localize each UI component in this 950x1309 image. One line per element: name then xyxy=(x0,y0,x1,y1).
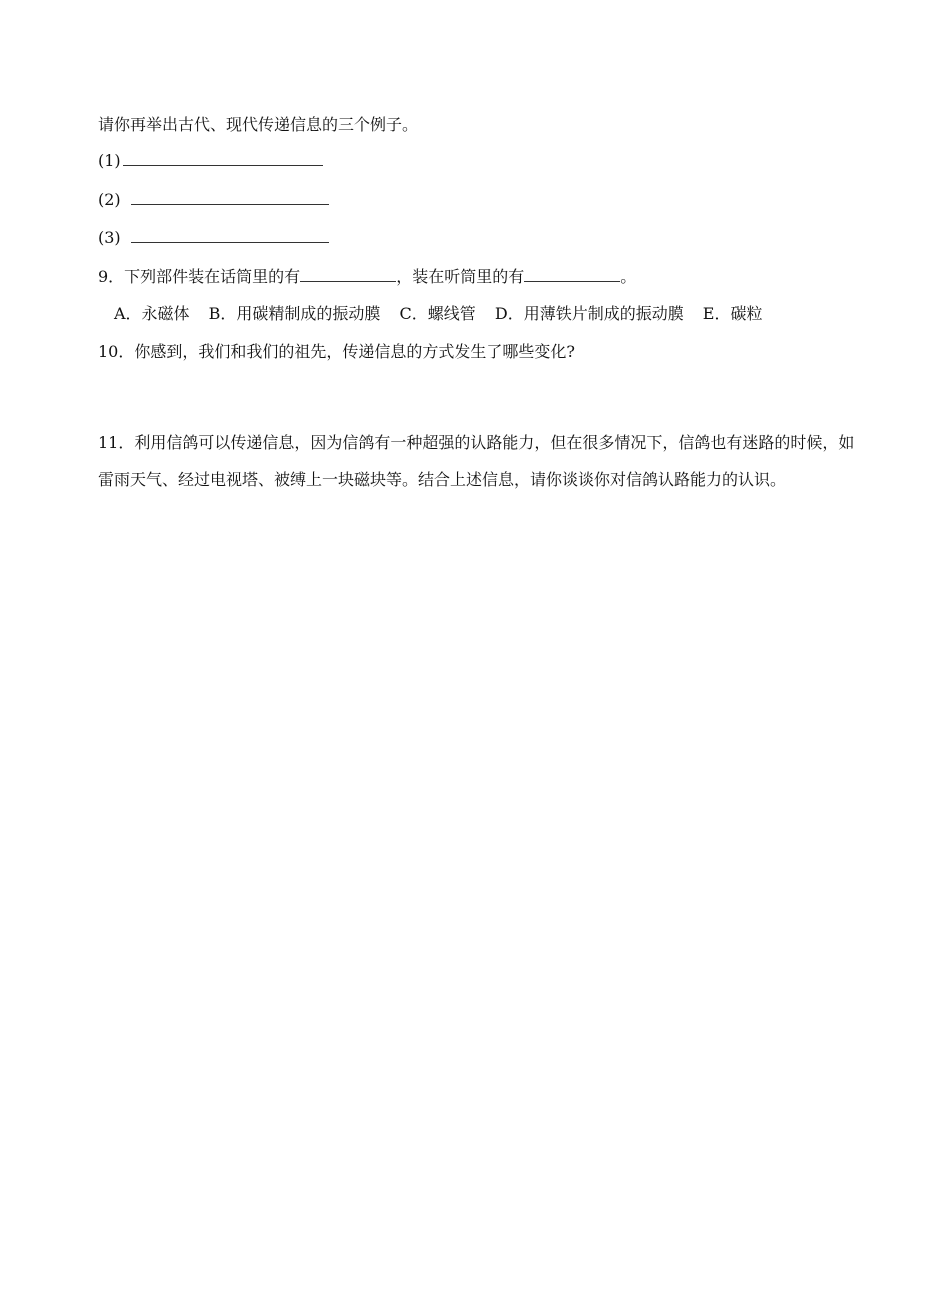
q9-text-1: 9．下列部件装在话筒里的有 xyxy=(98,267,301,286)
option-a: A．永磁体 xyxy=(114,304,190,323)
item-label: (3) xyxy=(98,228,121,247)
answer-blank-2[interactable] xyxy=(131,190,329,205)
question-11: 11．利用信鸽可以传递信息，因为信鸽有一种超强的认路能力，但在很多情况下，信鸽也有迷路的时候，如雷雨天气、经过电视塔、被缚上一块磁块等。结合上述信息，请你谈谈你对信鸽认路能力的认识。 xyxy=(98,433,855,489)
q9-blank-mic[interactable] xyxy=(300,267,396,282)
intro-text: 请你再举出古代、现代传递信息的三个例子。 xyxy=(98,115,419,134)
answer-blank-3[interactable] xyxy=(131,228,329,243)
answer-item-3 xyxy=(98,227,329,249)
option-c: C．螺线管 xyxy=(399,304,476,323)
item-label: (2) xyxy=(98,190,121,209)
question-10: 10．你感到，我们和我们的祖先，传递信息的方式发生了哪些变化? xyxy=(98,342,575,361)
answer-item-2 xyxy=(98,189,329,211)
question-9 xyxy=(98,266,636,288)
option-d: D．用薄铁片制成的振动膜 xyxy=(494,304,684,323)
option-b: B．用碳精制成的振动膜 xyxy=(208,304,381,323)
option-e: E．碳粒 xyxy=(702,304,763,323)
answer-item-1 xyxy=(98,150,323,172)
answer-blank-1[interactable] xyxy=(123,151,323,166)
q9-text-2: ，装在听筒里的有 xyxy=(396,267,525,286)
q9-options xyxy=(114,303,776,325)
q9-text-3: 。 xyxy=(620,267,637,286)
item-label: (1) xyxy=(98,151,121,170)
q9-blank-receiver[interactable] xyxy=(524,267,620,282)
